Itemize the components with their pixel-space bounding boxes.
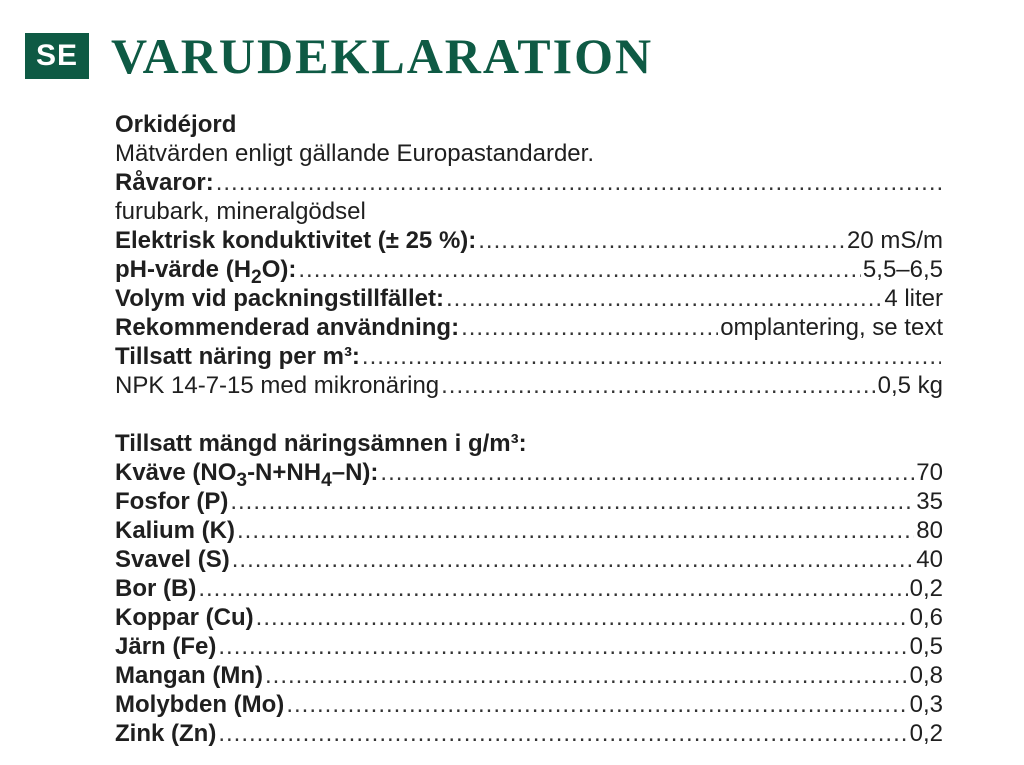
dot-leader [461, 313, 718, 342]
nutrient-value: 80 [916, 517, 943, 544]
nutrient-row [115, 516, 943, 545]
raw-materials-value: furubark, mineralgödsel [115, 198, 366, 225]
nutrient-row [115, 690, 943, 719]
dot-leader [237, 516, 914, 545]
volume-value: 4 liter [884, 285, 943, 312]
dot-leader [298, 255, 861, 284]
nutrient-value: 40 [916, 546, 943, 573]
nutrition-desc: NPK 14-7-15 med mikronäring [115, 372, 440, 399]
nutrient-value: 0,2 [909, 720, 943, 747]
declaration-header [25, 30, 653, 82]
dot-leader [362, 342, 941, 371]
nutrient-label: Kalium (K) [115, 517, 235, 544]
nutrients-heading: Tillsatt mängd näringsämnen i g/m³: [115, 430, 527, 457]
nutrient-label: Bor (B) [115, 575, 197, 602]
dot-leader [232, 545, 915, 574]
nutrient-label: Järn (Fe) [115, 633, 217, 660]
nitrogen-label: Kväve $(NO_3-N+NH_4-N)$: [115, 459, 379, 487]
nutrient-row [115, 719, 943, 748]
dot-leader [218, 632, 907, 661]
declaration-content [115, 110, 943, 748]
dot-leader [256, 603, 908, 632]
nutrient-row [115, 603, 943, 632]
dot-leader [286, 690, 907, 719]
ph-label: pH-värde $(H_2O)$: [115, 256, 297, 284]
nutrient-label: Mangan (Mn) [115, 662, 263, 689]
nutrition-label: Tillsatt näring per m³: [115, 343, 360, 370]
usage-value: omplantering, se text [720, 314, 943, 341]
nutrient-label: Zink (Zn) [115, 720, 217, 747]
usage-label: Rekommenderad användning: [115, 314, 460, 341]
nutrient-value: 35 [916, 488, 943, 515]
nutrient-row [115, 545, 943, 574]
nutrition-value: 0,5 kg [877, 372, 943, 399]
dot-leader [380, 458, 914, 487]
page-title: VARUDEKLARATION [111, 28, 654, 84]
ph-row [115, 255, 943, 284]
nutrient-row [115, 632, 943, 661]
volume-label: Volym vid packningstillfället: [115, 285, 444, 312]
nitrogen-value: 70 [916, 459, 943, 486]
nutrient-row-nitrogen [115, 458, 943, 487]
nutrient-label: Koppar (Cu) [115, 604, 254, 631]
nutrient-label: Molybden (Mo) [115, 691, 285, 718]
raw-materials-label: Råvaror: [115, 169, 214, 196]
dot-leader [446, 284, 882, 313]
dot-leader [265, 661, 908, 690]
nutrient-row [115, 574, 943, 603]
product-name: Orkidéjord [115, 111, 237, 138]
nutrient-label: Svavel (S) [115, 546, 230, 573]
nutrition-label-row [115, 342, 943, 371]
dot-leader [218, 719, 907, 748]
dot-leader [230, 487, 914, 516]
dot-leader [441, 371, 875, 400]
conductivity-value: 20 mS/m [846, 227, 943, 254]
nutrient-row [115, 487, 943, 516]
nutrient-value: 0,2 [909, 575, 943, 602]
nutrient-row [115, 661, 943, 690]
measurement-note: Mätvärden enligt gällande Europastandarder. [115, 140, 594, 167]
nutrient-value: 0,3 [909, 691, 943, 718]
conductivity-row [115, 226, 943, 255]
nutrient-value: 0,8 [909, 662, 943, 689]
nutrient-value: 0,6 [909, 604, 943, 631]
language-badge: SE [25, 33, 89, 79]
ph-value: 5,5–6,5 [862, 256, 943, 283]
nutrition-row [115, 371, 943, 400]
dot-leader [478, 226, 845, 255]
section-gap [115, 400, 943, 429]
nutrient-value: 0,5 [909, 633, 943, 660]
nutrient-label: Fosfor (P) [115, 488, 229, 515]
raw-materials-row [115, 168, 943, 197]
dot-leader [198, 574, 907, 603]
volume-row [115, 284, 943, 313]
dot-leader [216, 168, 941, 197]
conductivity-label: Elektrisk konduktivitet (± 25 %): [115, 227, 477, 254]
usage-row [115, 313, 943, 342]
